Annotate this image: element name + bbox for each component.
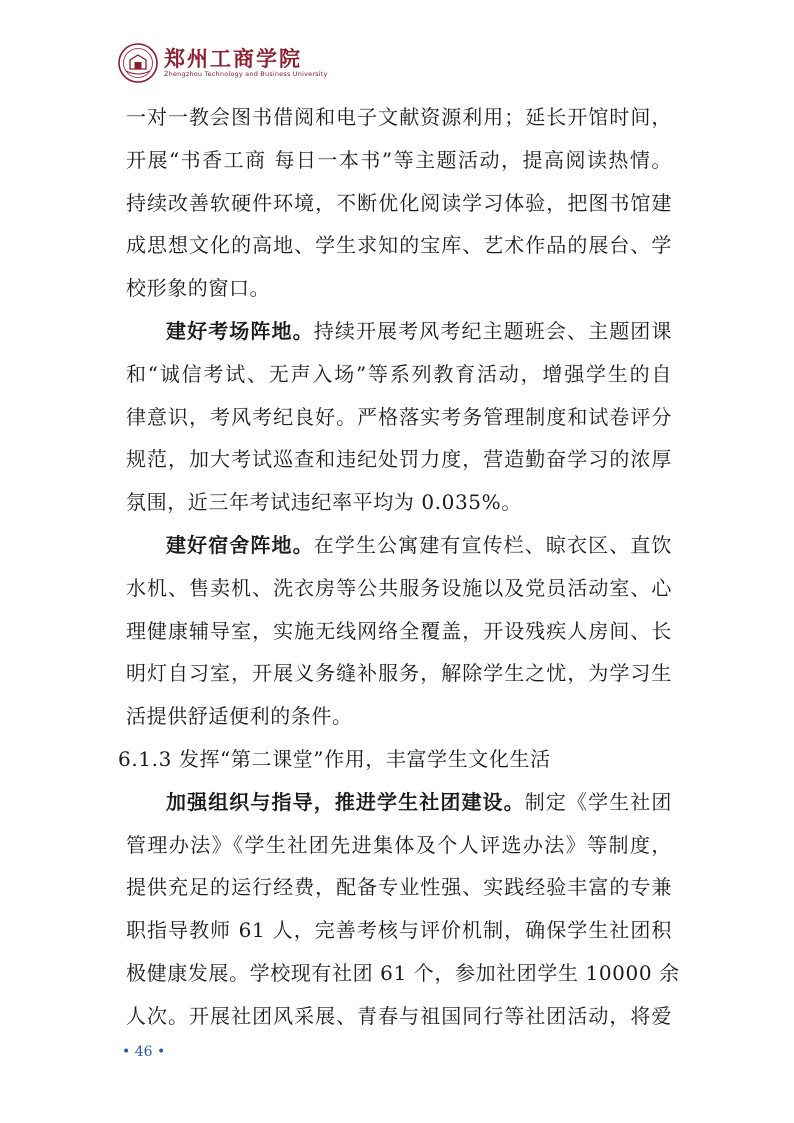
text-line: 极健康发展。学校现有社团 61 个，参加社团学生 10000 余	[126, 960, 680, 985]
paragraph-start-line: 建好宿舍阵地。在学生公寓建有宣传栏、晾衣区、直饮	[166, 532, 672, 557]
text-line: 水机、售卖机、洗衣房等公共服务设施以及党员活动室、心	[126, 575, 672, 600]
page-number: • 46 •	[122, 1044, 166, 1060]
text-line: 职指导教师 61 人，完善考核与评价机制，确保学生社团积	[126, 918, 672, 943]
text-line: 律意识，考风考纪良好。严格落实考务管理制度和试卷评分	[126, 404, 672, 429]
text-line: 规范，加大考试巡查和违纪处罚力度，营造勤奋学习的浓厚	[126, 447, 672, 472]
school-name: 郑州工商学院	[164, 46, 302, 71]
text-line: 开展“书香工商 每日一本书”等主题活动，提高阅读热情。	[126, 147, 672, 172]
page-header	[118, 42, 328, 84]
school-name-en: Zhengzhou Technology and Business University	[164, 70, 328, 78]
text-line: 和“诚信考试、无声入场”等系列教育活动，增强学生的自	[126, 361, 672, 386]
paragraph-start-line: 建好考场阵地。持续开展考风考纪主题班会、主题团课	[166, 318, 672, 343]
text-line: 成思想文化的高地、学生求知的宝库、艺术作品的展台、学	[126, 233, 672, 258]
section-heading: 6.1.3 发挥“第二课堂”作用，丰富学生文化生活	[118, 746, 551, 771]
text-line: 明灯自习室，开展义务缝补服务，解除学生之忧，为学习生	[126, 661, 672, 686]
university-seal-icon	[118, 43, 158, 83]
text-line: 一对一教会图书借阅和电子文献资源利用；延长开馆时间，	[126, 105, 672, 129]
paragraph-start-line: 加强组织与指导，推进学生社团建设。制定《学生社团	[166, 789, 673, 814]
text-line: 理健康辅导室，实施无线网络全覆盖，开设残疾人房间、长	[126, 618, 672, 643]
text-line: 提供充足的运行经费，配备专业性强、实践经验丰富的专兼	[126, 875, 672, 900]
body-text	[118, 96, 680, 1038]
text-line: 持续改善软硬件环境，不断优化阅读学习体验，把图书馆建	[126, 190, 672, 215]
text-line: 活提供舒适便利的条件。	[126, 704, 353, 729]
text-line: 氛围，近三年考试违纪率平均为 0.035%。	[126, 490, 522, 515]
text-line: 校形象的窗口。	[126, 276, 271, 301]
paragraph-heading: 建好考场阵地。	[166, 318, 314, 343]
paragraph-heading: 建好宿舍阵地。	[166, 532, 314, 557]
text-line: 管理办法》《学生社团先进集体及个人评选办法》等制度，	[126, 832, 672, 857]
logo-text	[164, 48, 328, 78]
paragraph-heading: 加强组织与指导，推进学生社团建设。	[166, 789, 525, 814]
text-line: 人次。开展社团风采展、青春与祖国同行等社团活动，将爱	[126, 1003, 672, 1028]
